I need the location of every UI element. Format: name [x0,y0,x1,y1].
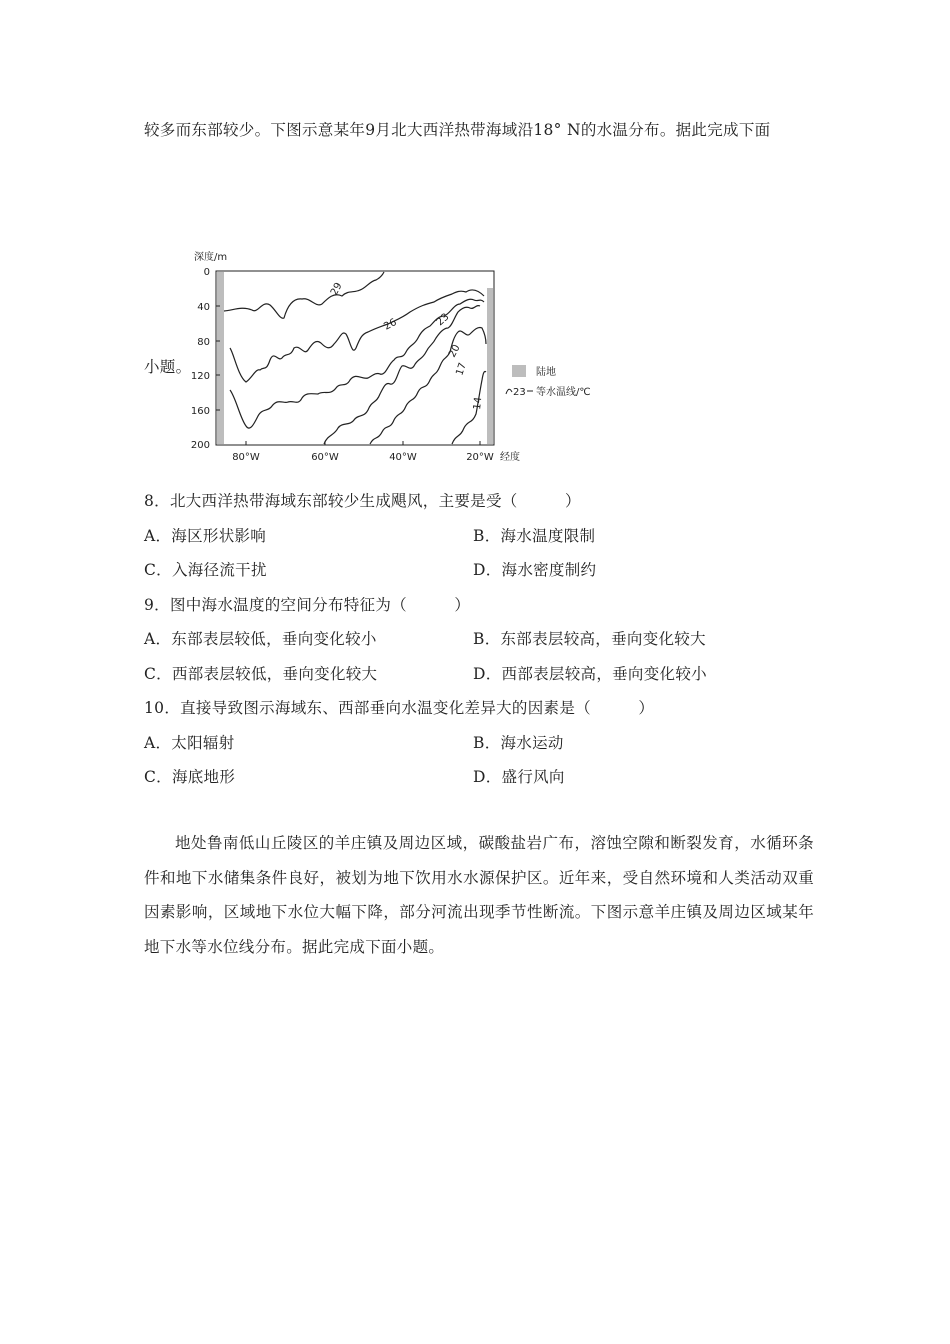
x-tick-60w: 60°W [311,452,339,463]
contour-label-29: 29 [328,281,345,298]
y-tick-200: 200 [190,440,210,451]
contour-label-20: 20 [446,343,463,360]
question-10-option-b[interactable]: B．海水运动 [473,734,564,752]
isotherm-17 [370,327,486,444]
question-8-option-c[interactable]: C．入海径流干扰 [144,561,267,579]
y-tick-120: 120 [190,371,210,382]
y-tick-40: 40 [197,302,210,313]
legend [506,365,591,398]
question-8-option-a[interactable]: A．海区形状影响 [144,527,267,545]
legend-land-label: 陆地 [536,367,556,378]
question-10-option-a[interactable]: A．太阳辐射 [144,734,235,752]
intro-line: 较多而东部较少。下图示意某年9月北大西洋热带海域沿18° N的水温分布。据此完成下面 [144,121,771,139]
x-tick-40w: 40°W [389,452,417,463]
y-axis-label: 深度/m [194,252,228,263]
y-tick-0: 0 [203,267,210,278]
x-axis-label: 经度 [500,452,520,463]
legend-land-swatch [512,365,526,377]
question-8-stem: 8．北大西洋热带海域东部较少生成飓风，主要是受（ ） [144,492,581,510]
question-8-option-d[interactable]: D．海水密度制约 [473,561,597,579]
y-tick-80: 80 [197,337,210,348]
contour-label-14: 14 [472,396,485,411]
legend-isotherm-sample: 23 [513,387,526,398]
land-west [217,272,224,444]
question-9-option-d[interactable]: D．西部表层较高，垂向变化较小 [473,665,707,683]
water-temperature-figure [190,248,620,470]
x-tick-80w: 80°W [232,452,260,463]
legend-isotherm-label: 等水温线/℃ [536,387,591,398]
question-10-stem: 10．直接导致图示海域东、西部垂向水温变化差异大的因素是（ ） [144,699,655,717]
question-9-stem: 9．图中海水温度的空间分布特征为（ ） [144,596,471,614]
question-9-option-a[interactable]: A．东部表层较低，垂向变化较小 [144,630,377,648]
contour-label-26: 26 [382,316,399,333]
isotherm-29 [224,272,384,318]
x-tick-20w: 20°W [466,452,494,463]
contour-label-23: 23 [434,311,452,329]
question-10-option-c[interactable]: C．海底地形 [144,768,236,786]
y-tick-160: 160 [190,406,210,417]
contour-label-17: 17 [454,361,469,377]
question-8-option-b[interactable]: B．海水温度限制 [473,527,596,545]
x-ticks [232,441,520,463]
question-10-option-d[interactable]: D．盛行风向 [473,768,565,786]
intro-tail: 小题。 [144,358,192,376]
question-9-option-c[interactable]: C．西部表层较低，垂向变化较大 [144,665,378,683]
passage-paragraph: 地处鲁南低山丘陵区的羊庄镇及周边区域，碳酸盐岩广布，溶蚀空隙和断裂发育，水循环条件和地下水储集条件良好，被划为地下饮用水水源保护区。近年来，受自然环境和人类活动双重因素影响，区域地下水位大幅下降，部分河流出现季节性断流。下图示意羊庄镇及周边区域某年地下水等水位线分布。据此完成下面小题。 [144,834,814,956]
land-east [487,288,493,444]
question-9-option-b[interactable]: B．东部表层较高，垂向变化较大 [473,630,706,648]
